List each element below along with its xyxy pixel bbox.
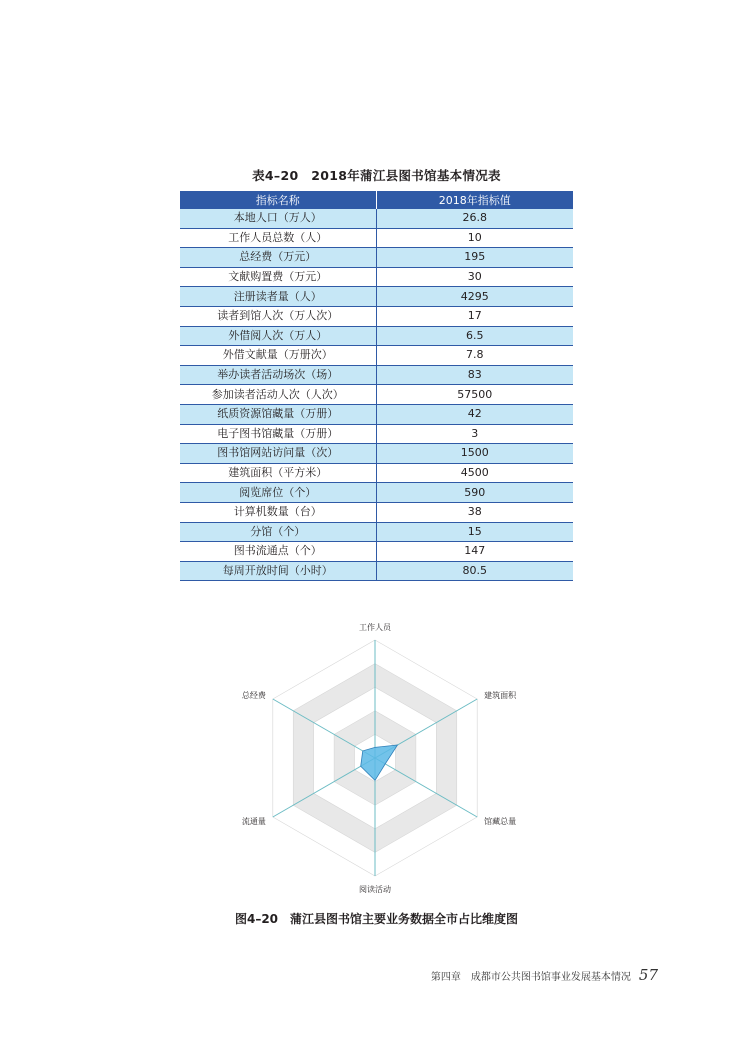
- indicator-name-cell: 本地人口（万人）: [180, 209, 376, 228]
- radar-axis-label: 馆藏总量: [484, 817, 517, 826]
- indicator-name-cell: 电子图书馆藏量（万册）: [180, 424, 376, 444]
- indicator-name-cell: 总经费（万元）: [180, 248, 376, 268]
- radar-axis-label: 工作人员: [359, 623, 391, 632]
- indicator-value-cell: 590: [376, 483, 573, 503]
- indicator-value-cell: 17: [376, 306, 573, 326]
- indicator-value-cell: 38: [376, 502, 573, 522]
- indicator-name-cell: 文献购置费（万元）: [180, 267, 376, 287]
- indicator-value-cell: 26.8: [376, 209, 573, 228]
- indicator-value-cell: 83: [376, 365, 573, 385]
- indicator-value-cell: 80.5: [376, 561, 573, 581]
- table-row: [180, 404, 573, 424]
- indicator-name-cell: 阅览席位（个）: [180, 483, 376, 503]
- page-footer: [431, 966, 658, 984]
- header-value: 2018年指标值: [376, 191, 573, 209]
- indicator-name-cell: 外借阅人次（万人）: [180, 326, 376, 346]
- indicator-name-cell: 参加读者活动人次（人次）: [180, 385, 376, 405]
- table-caption: 表4–20 2018年蒲江县图书馆基本情况表: [252, 168, 501, 183]
- indicator-value-cell: 4295: [376, 287, 573, 307]
- table-row: [180, 542, 573, 562]
- indicator-value-cell: 30: [376, 267, 573, 287]
- table-row: [180, 424, 573, 444]
- indicator-value-cell: 42: [376, 404, 573, 424]
- table-row: [180, 248, 573, 268]
- table-row: [180, 346, 573, 366]
- table-row: [180, 267, 573, 287]
- indicator-name-cell: 举办读者活动场次（场）: [180, 365, 376, 385]
- radar-chart: [210, 618, 540, 900]
- table-row: [180, 561, 573, 581]
- indicator-name-cell: 纸质资源馆藏量（万册）: [180, 404, 376, 424]
- indicator-name-cell: 计算机数量（台）: [180, 502, 376, 522]
- indicator-name-cell: 建筑面积（平方米）: [180, 463, 376, 483]
- library-stats-table: [180, 191, 573, 581]
- table-row: [180, 522, 573, 542]
- indicator-value-cell: 1500: [376, 444, 573, 464]
- table-row: [180, 287, 573, 307]
- chapter-title: 第四章 成都市公共图书馆事业发展基本情况: [430, 972, 631, 983]
- table-row: [180, 463, 573, 483]
- indicator-value-cell: 147: [376, 542, 573, 562]
- table-row: [180, 444, 573, 464]
- page-number: 57: [638, 966, 658, 984]
- table-row: [180, 209, 573, 228]
- header-indicator: 指标名称: [180, 191, 376, 209]
- indicator-name-cell: 外借文献量（万册次）: [180, 346, 376, 366]
- indicator-value-cell: 15: [376, 522, 573, 542]
- indicator-name-cell: 注册读者量（人）: [180, 287, 376, 307]
- indicator-name-cell: 工作人员总数（人）: [180, 228, 376, 248]
- indicator-name-cell: 分馆（个）: [180, 522, 376, 542]
- indicator-value-cell: 195: [376, 248, 573, 268]
- indicator-value-cell: 7.8: [376, 346, 573, 366]
- indicator-name-cell: 图书流通点（个）: [180, 542, 376, 562]
- radar-axis-label: 阅读活动: [359, 885, 391, 894]
- table-row: [180, 326, 573, 346]
- table-row: [180, 483, 573, 503]
- indicator-value-cell: 4500: [376, 463, 573, 483]
- indicator-name-cell: 每周开放时间（小时）: [180, 561, 376, 581]
- table-row: [180, 365, 573, 385]
- radar-axis-label: 建筑面积: [484, 691, 517, 700]
- indicator-value-cell: 3: [376, 424, 573, 444]
- table-row: [180, 306, 573, 326]
- indicator-value-cell: 10: [376, 228, 573, 248]
- indicator-value-cell: 57500: [376, 385, 573, 405]
- indicator-value-cell: 6.5: [376, 326, 573, 346]
- table-row: [180, 228, 573, 248]
- radar-axis-label: 总经费: [241, 691, 266, 700]
- indicator-name-cell: 读者到馆人次（万人次）: [180, 306, 376, 326]
- table-row: [180, 385, 573, 405]
- table-header-row: [180, 191, 573, 209]
- indicator-name-cell: 图书馆网站访问量（次）: [180, 444, 376, 464]
- table-row: [180, 502, 573, 522]
- figure-caption: 图4–20 蒲江县图书馆主要业务数据全市占比维度图: [234, 912, 519, 926]
- radar-axis-label: 流通量: [241, 817, 266, 826]
